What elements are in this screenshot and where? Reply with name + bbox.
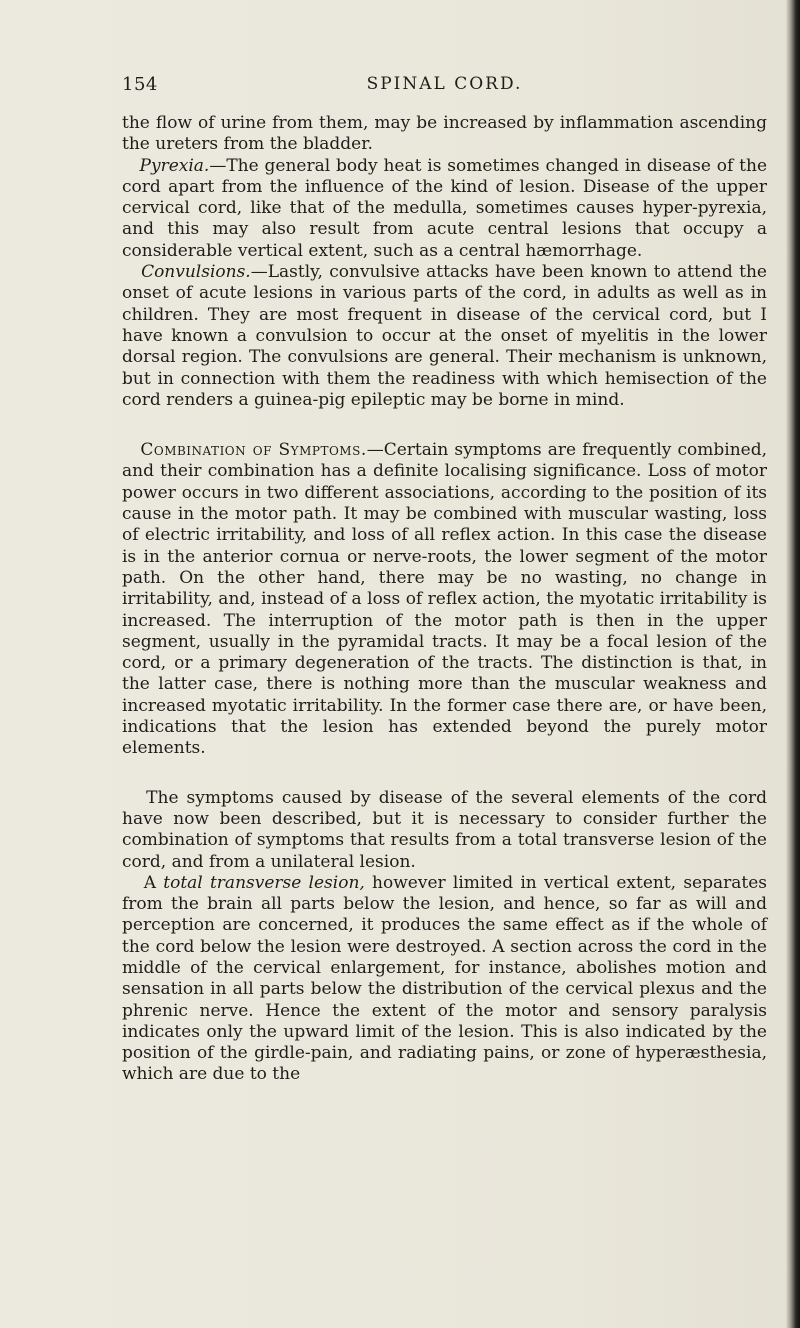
page-body — [122, 113, 767, 1086]
total-transverse-text: however limited in vertical extent, separates from the brain all parts below the lesion, and hence, so far as will and perception are concerned, it produces the same effect as if the whole of the cord below the lesion were destroyed. A section across the cord in the middle of the cervical enlargement, for instance, abolishes motion and sensation in all parts below the distribution of the cervical plexus and the phrenic nerve. Hence the extent of the motor and sensory paralysis indicates only the upward limit of the lesion. This is also indicated by the position of the girdle-pain, and radiating pains, or zone of hyperæsthesia, which are due to the — [122, 872, 767, 1085]
convulsions-heading: Convulsions. — [141, 262, 251, 283]
paragraph-symptoms — [122, 788, 767, 873]
total-transverse-prefix: A — [143, 872, 164, 893]
page-edge-shadow — [786, 0, 800, 1328]
convulsions-text: —Lastly, convulsive attacks have been known to attend the onset of acute lesions in various parts of the cord, in adults as well as in children. They are most frequent in disease of the cervical cord, but I have known a convulsion to occur at the onset of myelitis in the lower dorsal region. The convulsions are general. Their mechanism is unknown, but in connection with them the readiness with which hemisection of the cord renders a guinea-pig epileptic may be borne in mind. — [122, 262, 767, 410]
paragraph-continuation: the flow of urine from them, may be increased by inflammation ascending the ureters from the bladder. — [122, 113, 767, 155]
running-head: SPINAL CORD. — [366, 74, 523, 94]
symptoms-text: The symptoms caused by disease of the several elements of the cord have now been described, but it is necessary to consider further the combination of symptoms that results from a total transverse lesion of the cord, and from a unilateral lesion. — [122, 787, 767, 872]
paragraph-gap — [122, 411, 767, 440]
paragraph-total-transverse — [122, 873, 767, 1086]
page-header — [122, 74, 767, 100]
combination-text: —Certain symptoms are frequently combined, and their combination has a definite localising significance. Loss of motor power occurs in two different associations, according to the position of its cause in the motor path. It may be combined with muscular wasting, loss of electric irritability, and loss of all reflex action. In this case the disease is in the anterior cornua or nerve-roots, the lower segment of the motor path. On the other hand, there may be no wasting, no change in irritability, and, instead of a loss of reflex action, the myotatic irritability is increased. The interruption of the motor path is then in the upper segment, usually in the pyramidal tracts. It may be a focal lesion of the cord, or a primary degeneration of the tracts. The distinction is that, in the latter case, there is nothing more than the muscular weakness and increased myotatic irritability. In the former case there are, or have been, indications that the lesion has extended beyond the purely motor elements. — [122, 440, 767, 759]
paragraph-gap — [122, 760, 767, 788]
pyrexia-heading: Pyrexia. — [139, 155, 210, 176]
combination-heading: Combination of Symptoms. — [140, 440, 367, 461]
pyrexia-text: —The general body heat is sometimes changed in disease of the cord apart from the influence of the kind of lesion. Disease of the upper cervical cord, like that of the medulla, sometimes causes hyper-pyrexia, and this may also result from acute central lesions that occupy a considerable vertical extent, such as a central hæmorrhage. — [122, 155, 768, 261]
paragraph-combination — [122, 440, 767, 759]
paragraph-pyrexia — [122, 156, 767, 262]
paragraph-convulsions — [122, 262, 767, 411]
page-number: 154 — [122, 74, 158, 95]
total-transverse-heading: total transverse lesion, — [163, 872, 365, 893]
